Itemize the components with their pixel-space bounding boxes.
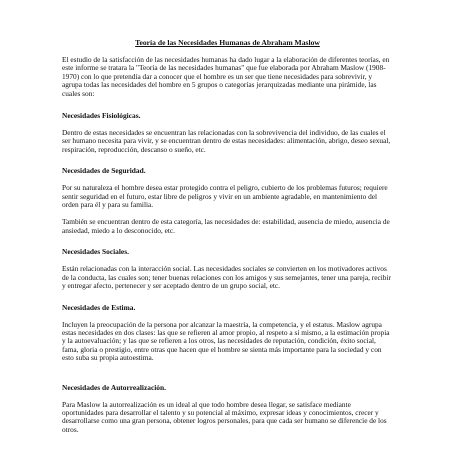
section-heading-estima: Necesidades de Estima. xyxy=(62,302,136,312)
section-paragraph: Están relacionadas con la interacción social. Las necesidades sociales se convierten en los motivadores activos de la conducta, las cuales son; tener buenas relaciones con los amigos y sus semejantes, tener una pareja, recibir y entregar afecto, pertenecer y ser aceptado dentro de un grupo social, etc. xyxy=(62,264,391,291)
section-paragraph: Incluyen la preocupación de la persona por alcanzar la maestría, la competencia, y el estatus. Maslow agrupa estas necesidades en dos clases: las que se refieren al amor propio, al respeto a sí mismo, a la estimación propia y la autoevaluación; y las que se refieren a los otros, las necesidades de reputación, condición, éxito social, fama, gloria o prestigio, entre otras que hacen que el hombre se sienta más importante para la sociedad y con esto suba su propia autoestima. xyxy=(62,319,390,363)
document-title: Teoría de las Necesidades Humanas de Abraham Maslow xyxy=(135,38,320,47)
section-heading-fisiologicas: Necesidades Fisiológicas. xyxy=(62,111,141,121)
section-heading-autorrealizacion: Necesidades de Autorrealización. xyxy=(62,382,166,392)
section-heading-seguridad: Necesidades de Seguridad. xyxy=(62,166,146,176)
section-paragraph: Dentro de estas necesidades se encuentran las relacionadas con la sobrevivencia del individuo, de las cuales el ser humano necesita para vivir, y se encuentran dentro de estas necesidades: alimentación, abrigo, deseo sexual, respiración, reproducción, descanso o sueño, etc. xyxy=(62,128,391,154)
section-paragraph: Para Maslow la autorrealización es un ideal al que todo hombre desea llegar, se satisface mediante oportunidades para desarrollar el talento y su potencial al máximo, expresar ideas y conocimientos, crecer y desarrollarse como una gran persona, obtener logros personales, para que cada ser humano se diferencie de los otros. xyxy=(62,399,387,434)
section-heading-sociales: Necesidades Sociales. xyxy=(62,247,129,257)
intro-paragraph: El estudio de la satisfacción de las necesidades humanas ha dado lugar a la elaboración de diferentes teorías, en este informe se tratara la "Teoría de las necesidades humanas" que fue elaborada por Abraham Maslow (1908-1970) con lo que pretendía dar a conocer que el hombre es un ser que tiene necesidades para sobrevivir, y agrupa todas las necesidades del hombre en 5 grupos o categorías jerarquizadas mediante una pirámide, las cuales son: xyxy=(62,55,390,98)
section-paragraph: Por su naturaleza el hombre desea estar protegido contra el peligro, cubierto de los problemas futuros; requiere sentir seguridad en el futuro, estar libre de peligros y vivir en un ambiente agradable, en mantenimiento del orden para él y para su familia. xyxy=(62,183,388,210)
section-paragraph: También se encuentran dentro de esta categoría, las necesidades de: estabilidad, ausencia de miedo, ausencia de ansiedad, miedo a lo desconocido, etc. xyxy=(62,217,390,235)
